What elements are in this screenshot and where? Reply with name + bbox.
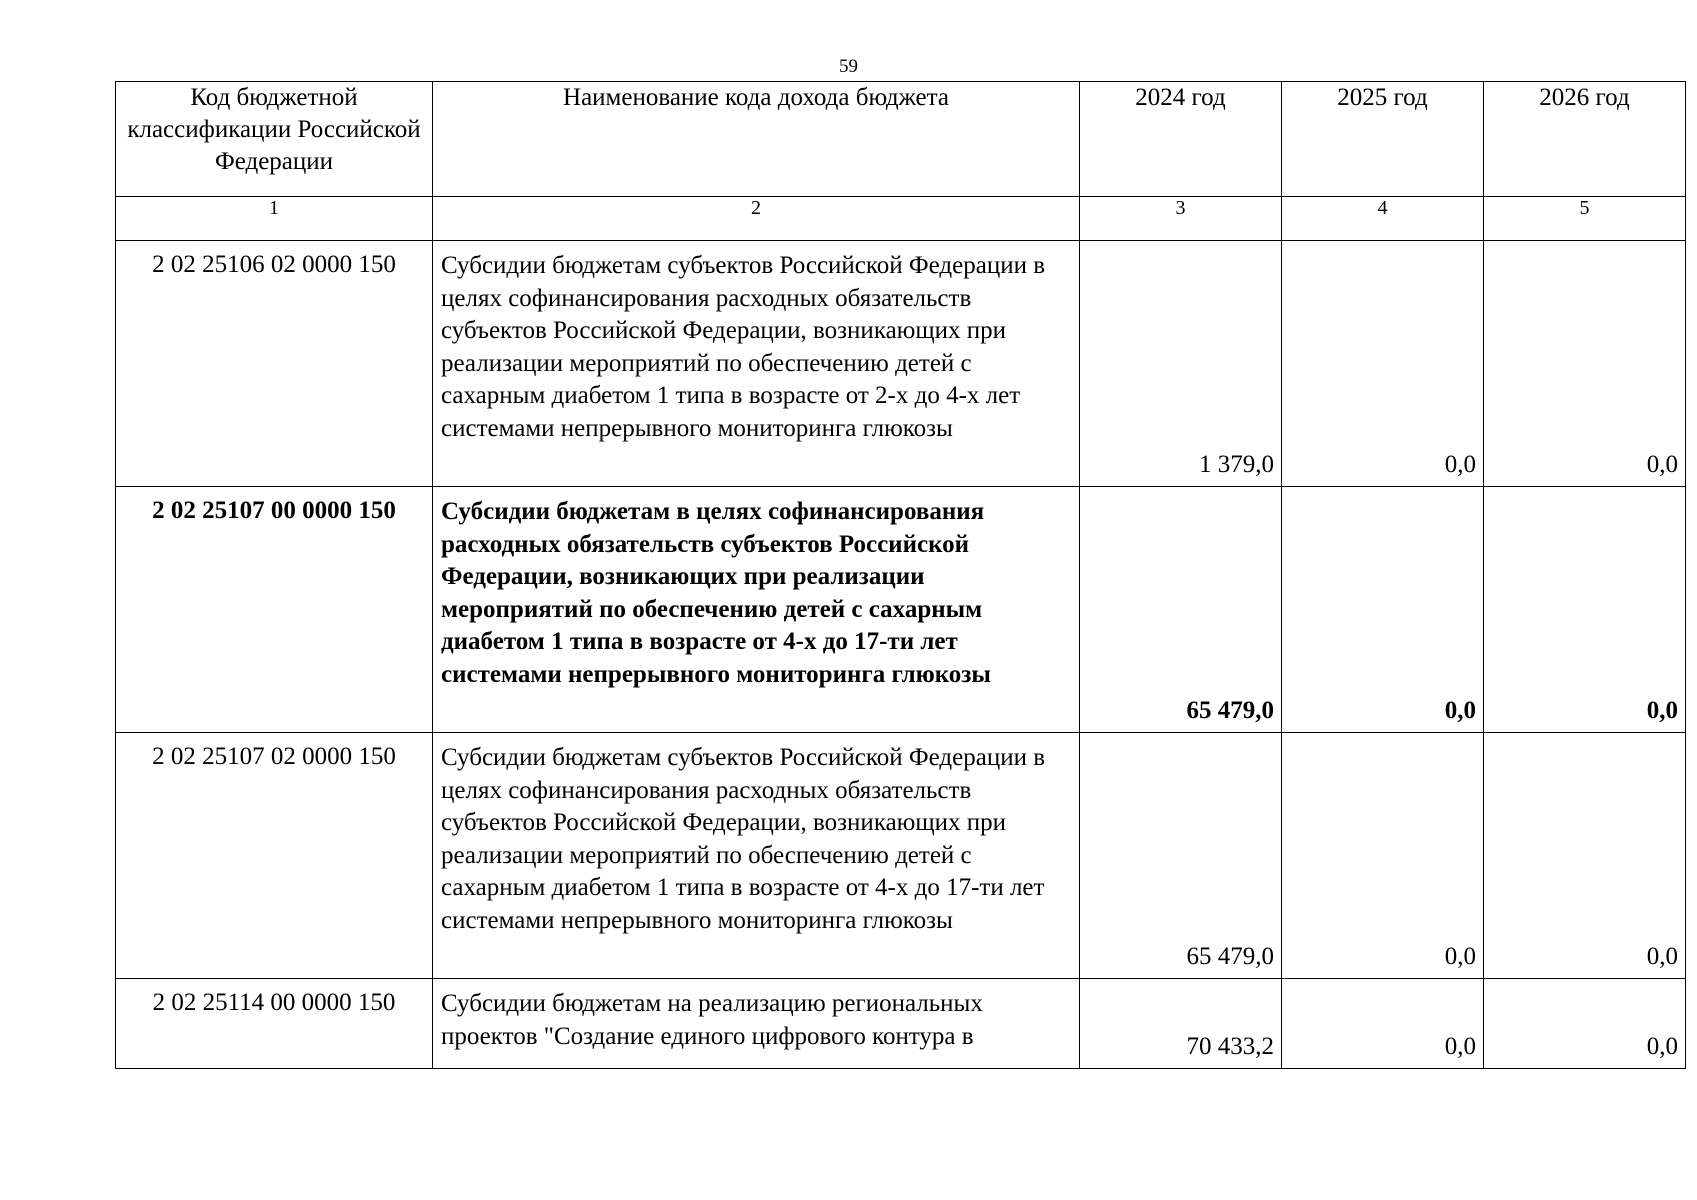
header-budget-code: Код бюджетной классификации Российской Федерации xyxy=(116,82,433,197)
column-number: 2 xyxy=(433,197,1080,241)
revenue-name-cell: Субсидии бюджетам на реализацию региональных проектов "Создание единого цифрового контура в xyxy=(433,979,1080,1069)
column-number: 5 xyxy=(1484,197,1686,241)
value-2024-cell: 65 479,0 xyxy=(1080,487,1282,733)
value-2024-cell: 70 433,2 xyxy=(1080,979,1282,1069)
budget-code-cell: 2 02 25107 02 0000 150 xyxy=(116,733,433,979)
header-year-2026: 2026 год xyxy=(1484,82,1686,197)
budget-code-cell: 2 02 25106 02 0000 150 xyxy=(116,241,433,487)
table-header-row xyxy=(116,82,1686,197)
budget-revenue-table xyxy=(115,81,1686,1069)
column-number: 1 xyxy=(116,197,433,241)
table-row xyxy=(116,241,1686,487)
revenue-name-cell: Субсидии бюджетам в целях софинансирования расходных обязательств субъектов Российской Федерации, возникающих при реализации мероприятий по обеспечению детей с сахарным диабетом 1 типа в возрасте от 4-х до 17-ти лет системами непрерывного мониторинга глюкозы xyxy=(433,487,1080,733)
page-number: 59 xyxy=(839,56,858,77)
header-year-2025: 2025 год xyxy=(1282,82,1484,197)
value-2025-cell: 0,0 xyxy=(1282,979,1484,1069)
value-2025-cell: 0,0 xyxy=(1282,733,1484,979)
value-2026-cell: 0,0 xyxy=(1484,979,1686,1069)
table-row xyxy=(116,733,1686,979)
column-number-row xyxy=(116,197,1686,241)
value-2026-cell: 0,0 xyxy=(1484,733,1686,979)
value-2025-cell: 0,0 xyxy=(1282,241,1484,487)
header-year-2024: 2024 год xyxy=(1080,82,1282,197)
revenue-name-cell: Субсидии бюджетам субъектов Российской Федерации в целях софинансирования расходных обязательств субъектов Российской Федерации, возникающих при реализации мероприятий по обеспечению детей с сахарным диабетом 1 типа в возрасте от 2-х до 4-х лет системами непрерывного мониторинга глюкозы xyxy=(433,241,1080,487)
revenue-name-cell: Субсидии бюджетам субъектов Российской Федерации в целях софинансирования расходных обязательств субъектов Российской Федерации, возникающих при реализации мероприятий по обеспечению детей с сахарным диабетом 1 типа в возрасте от 4-х до 17-ти лет системами непрерывного мониторинга глюкозы xyxy=(433,733,1080,979)
budget-code-cell: 2 02 25107 00 0000 150 xyxy=(116,487,433,733)
value-2024-cell: 1 379,0 xyxy=(1080,241,1282,487)
table-row xyxy=(116,979,1686,1069)
value-2025-cell: 0,0 xyxy=(1282,487,1484,733)
value-2026-cell: 0,0 xyxy=(1484,487,1686,733)
column-number: 3 xyxy=(1080,197,1282,241)
column-number: 4 xyxy=(1282,197,1484,241)
value-2026-cell: 0,0 xyxy=(1484,241,1686,487)
header-revenue-name: Наименование кода дохода бюджета xyxy=(433,82,1080,197)
budget-code-cell: 2 02 25114 00 0000 150 xyxy=(116,979,433,1069)
value-2024-cell: 65 479,0 xyxy=(1080,733,1282,979)
table-row-subtotal xyxy=(116,487,1686,733)
